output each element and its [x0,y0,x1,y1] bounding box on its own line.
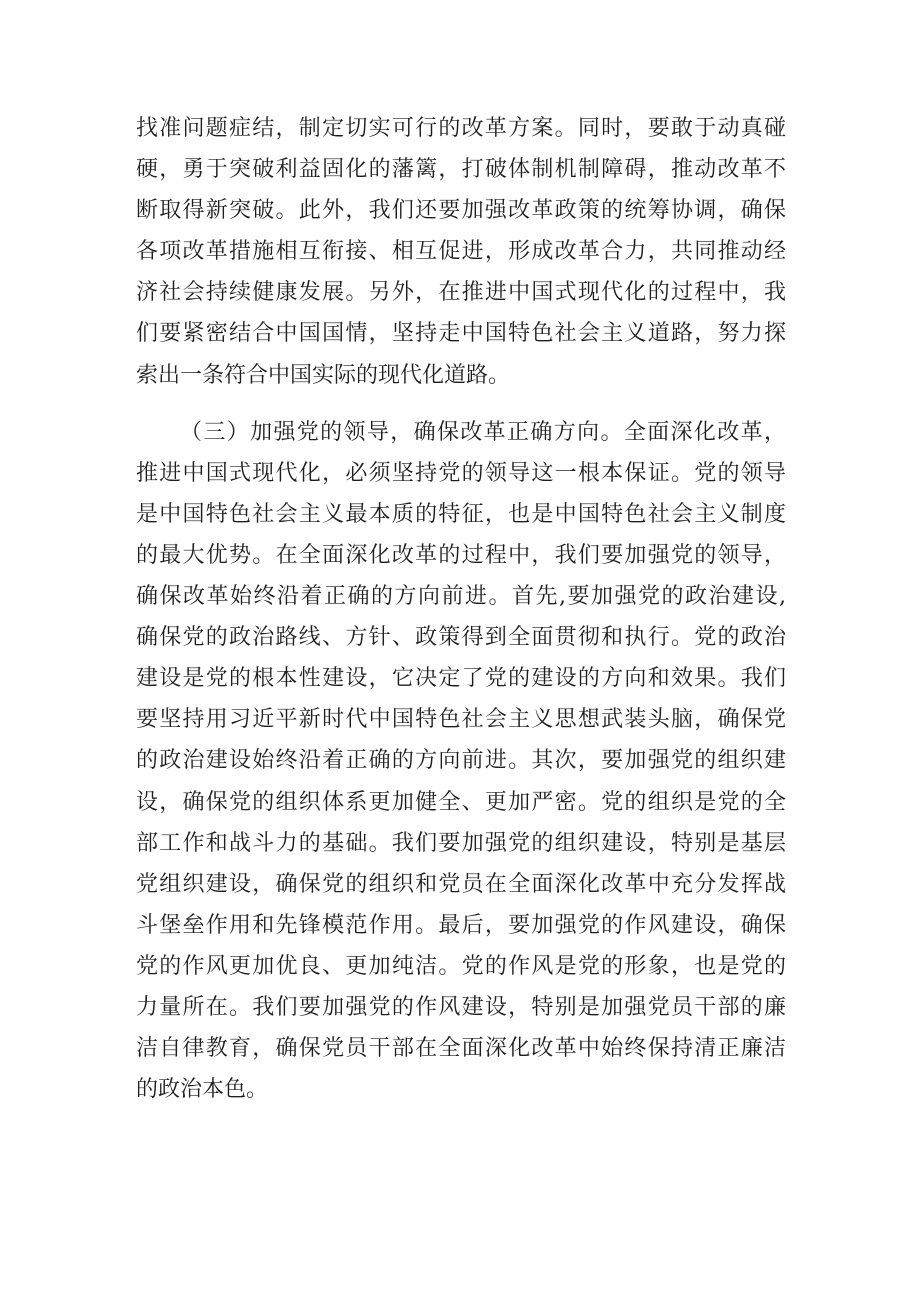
text-line: 要坚持用习近平新时代中国特色社会主义思想武装头脑，确保党 [136,707,786,733]
text-line: 设，确保党的组织体系更加健全、更加严密。党的组织是党的全 [136,789,786,815]
text-line: 们要紧密结合中国国情，坚持走中国特色社会主义道路，努力探 [136,321,786,347]
paragraph-party-leadership [136,412,786,1111]
document-body [136,108,786,1110]
text-line: 是中国特色社会主义最本质的特征，也是中国特色社会主义制度 [136,501,786,527]
text-line: 的最大优势。在全面深化改革的过程中，我们要加强党的领导， [136,542,786,568]
text-line: 党组织建设，确保党的组织和党员在全面深化改革中充分发挥战 [136,871,786,897]
text-line: 各项改革措施相互衔接、相互促进，形成改革合力，共同推动经 [136,239,786,265]
text-line: 斗堡垒作用和先锋模范作用。最后，要加强党的作风建设，确保 [136,912,786,938]
text-line: 索出一条符合中国实际的现代化道路。 [136,362,511,388]
text-line: 确保党的政治路线、方针、政策得到全面贯彻和执行。党的政治 [136,625,786,651]
text-line: 济社会持续健康发展。另外，在推进中国式现代化的过程中，我 [136,280,786,306]
text-line: 断取得新突破。此外，我们还要加强改革政策的统筹协调，确保 [136,198,786,224]
text-line: 推进中国式现代化，必须坚持党的领导这一根本保证。党的领导 [136,460,786,486]
paragraph-spacing [136,396,786,412]
text-line: 力量所在。我们要加强党的作风建设，特别是加强党员干部的廉 [136,994,786,1020]
text-line: 洁自律教育，确保党员干部在全面深化改革中始终保持清正廉洁 [136,1036,786,1062]
text-line: 建设是党的根本性建设，它决定了党的建设的方向和效果。我们 [136,666,786,692]
text-line: 确保改革始终沿着正确的方向前进。首先,要加强党的政治建设, [136,584,786,610]
text-line: 的政治本色。 [136,1077,269,1103]
section-heading-line: （三）加强党的领导，确保改革正确方向。全面深化改革， [180,419,786,445]
text-line: 党的作风更加优良、更加纯洁。党的作风是党的形象，也是党的 [136,953,786,979]
text-line: 的政治建设始终沿着正确的方向前进。其次，要加强党的组织建 [136,748,786,774]
text-line: 找准问题症结，制定切实可行的改革方案。同时，要敢于动真碰 [136,116,786,141]
text-line: 硬，勇于突破利益固化的藩篱，打破体制机制障碍，推动改革不 [136,157,786,183]
paragraph-continued [136,108,786,396]
text-line: 部工作和战斗力的基础。我们要加强党的组织建设，特别是基层 [136,830,786,856]
